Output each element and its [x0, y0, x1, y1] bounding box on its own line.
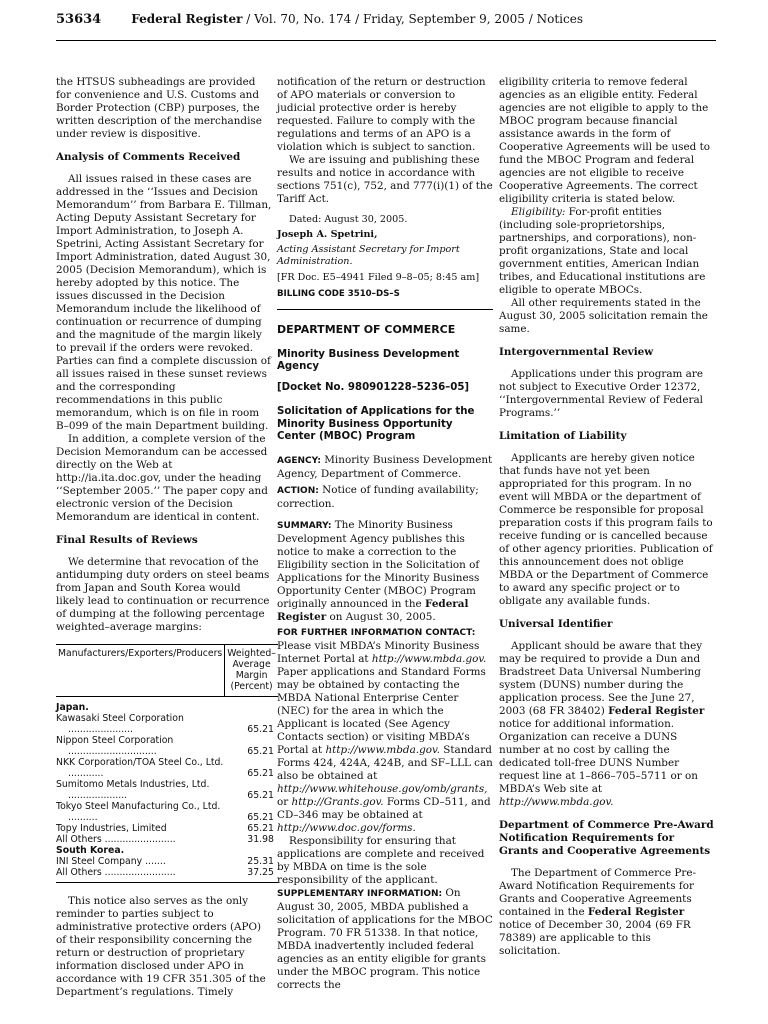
supplementary-text: On August 30, 2005, MBDA published a solicitation of applications for the MBOC Program. 70 FR 51338. In that notice, MBDA inadvertently included federal agencies as an entity eligible for grants under the MBOC program. This notice corrects the [277, 886, 493, 991]
contact-text: or [277, 795, 292, 808]
dated-line: Dated: August 30, 2005. [289, 214, 408, 225]
column-3 [499, 76, 715, 958]
producer-name: Tokyo Steel Manufacturing Co., Ltd. .......... [56, 801, 221, 823]
supplementary-label: SUPPLEMENTARY INFORMATION: [277, 888, 443, 899]
supplementary-paragraph [277, 887, 493, 992]
action-label: ACTION: [277, 485, 319, 496]
contact-paragraph [277, 626, 493, 835]
universal-identifier-paragraph [499, 640, 715, 809]
table-group-row [56, 845, 278, 856]
paragraph: All other requirements stated in the August 30, 2005 solicitation remain the same. [499, 297, 708, 335]
paragraph: eligibility criteria to remove federal agencies as an eligible entity. Federal agencies are not eligible to apply to the MBOC program because financial assistance awards in the form of Cooperative Agreements will be used to fund the MBOC Program and federal agencies are not eligible to receive Cooperative Agreements. The correct eligibility criteria is stated below. [499, 76, 710, 205]
agency-line [277, 454, 493, 481]
section-heading: Analysis of Comments Received [56, 151, 241, 163]
eligibility-text: For-profit entities (including sole-proprietorships, partnerships, and corporations), non-profit organizations, State and local government entities, American Indian tribes, and Educational institutions are eligible to operate MBOCs. [499, 206, 706, 296]
margin-value: 65.21 [247, 812, 274, 823]
page-number: 53634 [56, 12, 102, 27]
divider [277, 309, 493, 310]
paragraph: Applications under this program are not subject to Executive Order 12372, ‘‘Intergovernmental Review of Federal Programs.’’ [499, 368, 703, 419]
margins-table [56, 644, 278, 883]
margin-value: 31.98 [247, 834, 274, 845]
summary-label: SUMMARY: [277, 520, 332, 531]
section-heading: Department of Commerce Pre-Award Notification Requirements for Grants and Cooperative Agreements [499, 819, 714, 857]
country-japan: Japan. [56, 702, 89, 713]
section-heading: Universal Identifier [499, 618, 613, 630]
paragraph: All issues raised in these cases are addressed in the ‘‘Issues and Decision Memorandum’’ from Barbara E. Tillman, Acting Deputy Assistant Secretary for Import Administration, to Joseph A. Spetrini, Acting Assistant Secretary for Import Administration, dated August 30, 2005 (Decision Memorandum), which is hereby adopted by this notice. The issues discussed in the Decision Memorandum include the likelihood of continuation or recurrence of dumping and the magnitude of the margin likely to prevail if the orders were revoked. Parties can find a complete discussion of all issues raised in these sunset reviews and the corresponding recommendations in this public memorandum, which is on file in room B–099 of the main Department building. [56, 173, 272, 432]
department-heading: DEPARTMENT OF COMMERCE [277, 323, 456, 336]
margin-value: 65.21 [247, 768, 274, 779]
omb-grants-link[interactable]: http://www.whitehouse.gov/omb/grants, [277, 782, 488, 795]
table-row [56, 757, 278, 779]
column-2 [277, 76, 493, 992]
mbda-portal-link[interactable]: http://www.mbda.gov. [371, 652, 487, 665]
producer-name: Topy Industries, Limited [56, 823, 167, 834]
action-line [277, 484, 493, 511]
producer-name: Sumitomo Metals Industries, Ltd. .................... [56, 779, 210, 801]
country-south-korea: South Korea. [56, 845, 125, 856]
action-text: Notice of funding availability; correction. [277, 483, 479, 510]
paragraph-text: Applicant should be aware that they may be required to provide a Dun and Bradstreet Data Universal Numbering system (DUNS) number during the application process. See the June 27, 2003 (68 FR 38402) [499, 640, 703, 717]
contact-text: Paper applications and Standard Forms may be obtained by contacting the MBDA National Enterprise Center (NEC) for the area in which the Applicant is located (See Agency Contacts section) or visiting MBDA’s Portal at [277, 665, 486, 756]
paragraph: the HTSUS subheadings are provided for convenience and U.S. Customs and Border Protection (CBP) purposes, the written description of the merchandise under review is dispositive. [56, 76, 262, 140]
pre-award-paragraph [499, 867, 715, 958]
paragraph: We determine that revocation of the antidumping duty orders on steel beams from Japan and South Korea would likely lead to continuation or recurrence of dumping at the following percentage weighted–average margins: [56, 556, 270, 633]
paragraph: In addition, a complete version of the Decision Memorandum can be accessed directly on the Web at http://ia.ita.doc.gov, under the heading ‘‘September 2005.’’ The paper copy and electronic version of the Decision Memorandum are identical in content. [56, 433, 268, 523]
contact-text: Forms CD–511, and CD–346 may be obtained at [277, 795, 491, 821]
summary-text-end: on August 30, 2005. [326, 610, 436, 623]
column-1 [56, 76, 276, 999]
fr-doc-line: [FR Doc. E5–4941 Filed 9–8–05; 8:45 am] [277, 272, 480, 283]
producer-name: All Others ........................ [56, 834, 176, 845]
table-row [56, 801, 278, 823]
grants-gov-link[interactable]: http://Grants.gov. [291, 795, 384, 808]
section-heading: Limitation of Liability [499, 430, 627, 442]
federal-register-ref: Federal Register [277, 597, 469, 623]
table-row [56, 823, 278, 834]
paragraph-text: notice of December 30, 2004 (69 FR 78389) are applicable to this solicitation. [499, 919, 691, 957]
producer-name: Kawasaki Steel Corporation ...................... [56, 713, 184, 735]
mbda-website-link[interactable]: http://www.mbda.gov. [499, 796, 614, 808]
journal-name: Federal Register [131, 12, 243, 26]
federal-register-ref: Federal Register [587, 906, 685, 918]
signer-title: Acting Assistant Secretary for Import Administration. [277, 244, 460, 267]
notice-title: Solicitation of Applications for the Minority Business Opportunity Center (MBOC) Program [277, 406, 475, 442]
paragraph: This notice also serves as the only reminder to parties subject to administrative protective orders (APO) of their responsibility concerning the return or destruction of proprietary information disclosed under APO in accordance with 19 CFR 351.305 of the Department’s regulations. Timely [56, 895, 266, 998]
producer-name: NKK Corporation/TOA Steel Co., Ltd. ............ [56, 757, 224, 779]
margin-value: 65.21 [247, 823, 274, 834]
paragraph: Responsibility for ensuring that applications are complete and received by MBDA on time is the sole responsibility of the applicant. [277, 834, 485, 886]
eligibility-paragraph [499, 206, 715, 297]
table-group-row [56, 697, 278, 714]
producer-name: INI Steel Company ....... [56, 856, 166, 867]
section-heading: Intergovernmental Review [499, 346, 654, 358]
agency-text: Minority Business Development Agency, Department of Commerce. [277, 453, 493, 480]
agency-label: AGENCY: [277, 455, 321, 466]
paragraph-text: notice for additional information. Organization can receive a DUNS number at no cost by calling the dedicated toll-free DUNS Number request line at 1–866–705–5711 or on MBDA’s Web site at [499, 718, 698, 795]
agency-heading: Minority Business Development Agency [277, 348, 460, 372]
contact-text: Please visit MBDA’s Minority Business Internet Portal at [277, 639, 480, 665]
margin-value: 37.25 [225, 867, 278, 883]
margin-value: 65.21 [247, 790, 274, 801]
header-rule [56, 40, 716, 41]
margin-value: 65.21 [247, 746, 274, 757]
summary-text: The Minority Business Development Agency publishes this notice to make a correction to the Eligibility section in the Solicitation of Applications for the Minority Business Opportunity Center (MBOC) Program originally announced in the [277, 518, 480, 610]
table-header-producers: Manufacturers/Exporters/Producers [56, 645, 225, 697]
eligibility-label: Eligibility: [511, 206, 566, 218]
paragraph: notification of the return or destruction of APO materials or conversion to judicial protective order is hereby requested. Failure to comply with the regulations and terms of an APO is a violation which is subject to sanction. [277, 76, 486, 153]
page-header [56, 12, 716, 32]
table-row [56, 779, 278, 801]
table-row [56, 834, 278, 845]
margin-value: 65.21 [247, 724, 274, 735]
section-heading: Final Results of Reviews [56, 534, 198, 546]
contact-text: Standard Forms 424, 424A, 424B, and SF–LLL can also be obtained at [277, 743, 493, 782]
table-row [56, 713, 278, 735]
producer-name: All Others ........................ [56, 867, 176, 878]
summary-paragraph [277, 519, 493, 624]
table-row [56, 735, 278, 757]
producer-name: Nippon Steel Corporation .............................. [56, 735, 174, 757]
table-header-margin: Weighted–Average Margin (Percent) [225, 645, 278, 697]
billing-code: BILLING CODE 3510–DS–S [277, 289, 400, 299]
federal-register-ref: Federal Register [608, 705, 705, 717]
paragraph-text: The Department of Commerce Pre-Award Notification Requirements for Grants and Cooperative Agreements contained in the [499, 867, 697, 918]
paragraph: We are issuing and publishing these results and notice in accordance with sections 751(c), 752, and 777(i)(1) of the Tariff Act. [277, 154, 493, 205]
doc-forms-link[interactable]: http://www.doc.gov/forms. [277, 821, 416, 834]
mbda-portal-link[interactable]: http://www.mbda.gov. [325, 743, 440, 756]
contact-label: FOR FURTHER INFORMATION CONTACT: [277, 627, 476, 638]
table-row [56, 856, 278, 867]
issue-citation: / Vol. 70, No. 174 / Friday, September 9, 2005 / Notices [242, 12, 583, 26]
signer-name: Joseph A. Spetrini, [277, 229, 378, 240]
margin-value: 25.31 [247, 856, 274, 867]
paragraph: Applicants are hereby given notice that funds have not yet been appropriated for this program. In no event will MBDA or the department of Commerce be responsible for proposal preparation costs if this program fails to receive funding or is cancelled because of other agency priorities. Publication of this announcement does not oblige MBDA or the Department of Commerce to award any specific project or to obligate any available funds. [499, 452, 713, 607]
docket-number: [Docket No. 980901228–5236–05] [277, 381, 470, 393]
table-row [56, 867, 278, 883]
